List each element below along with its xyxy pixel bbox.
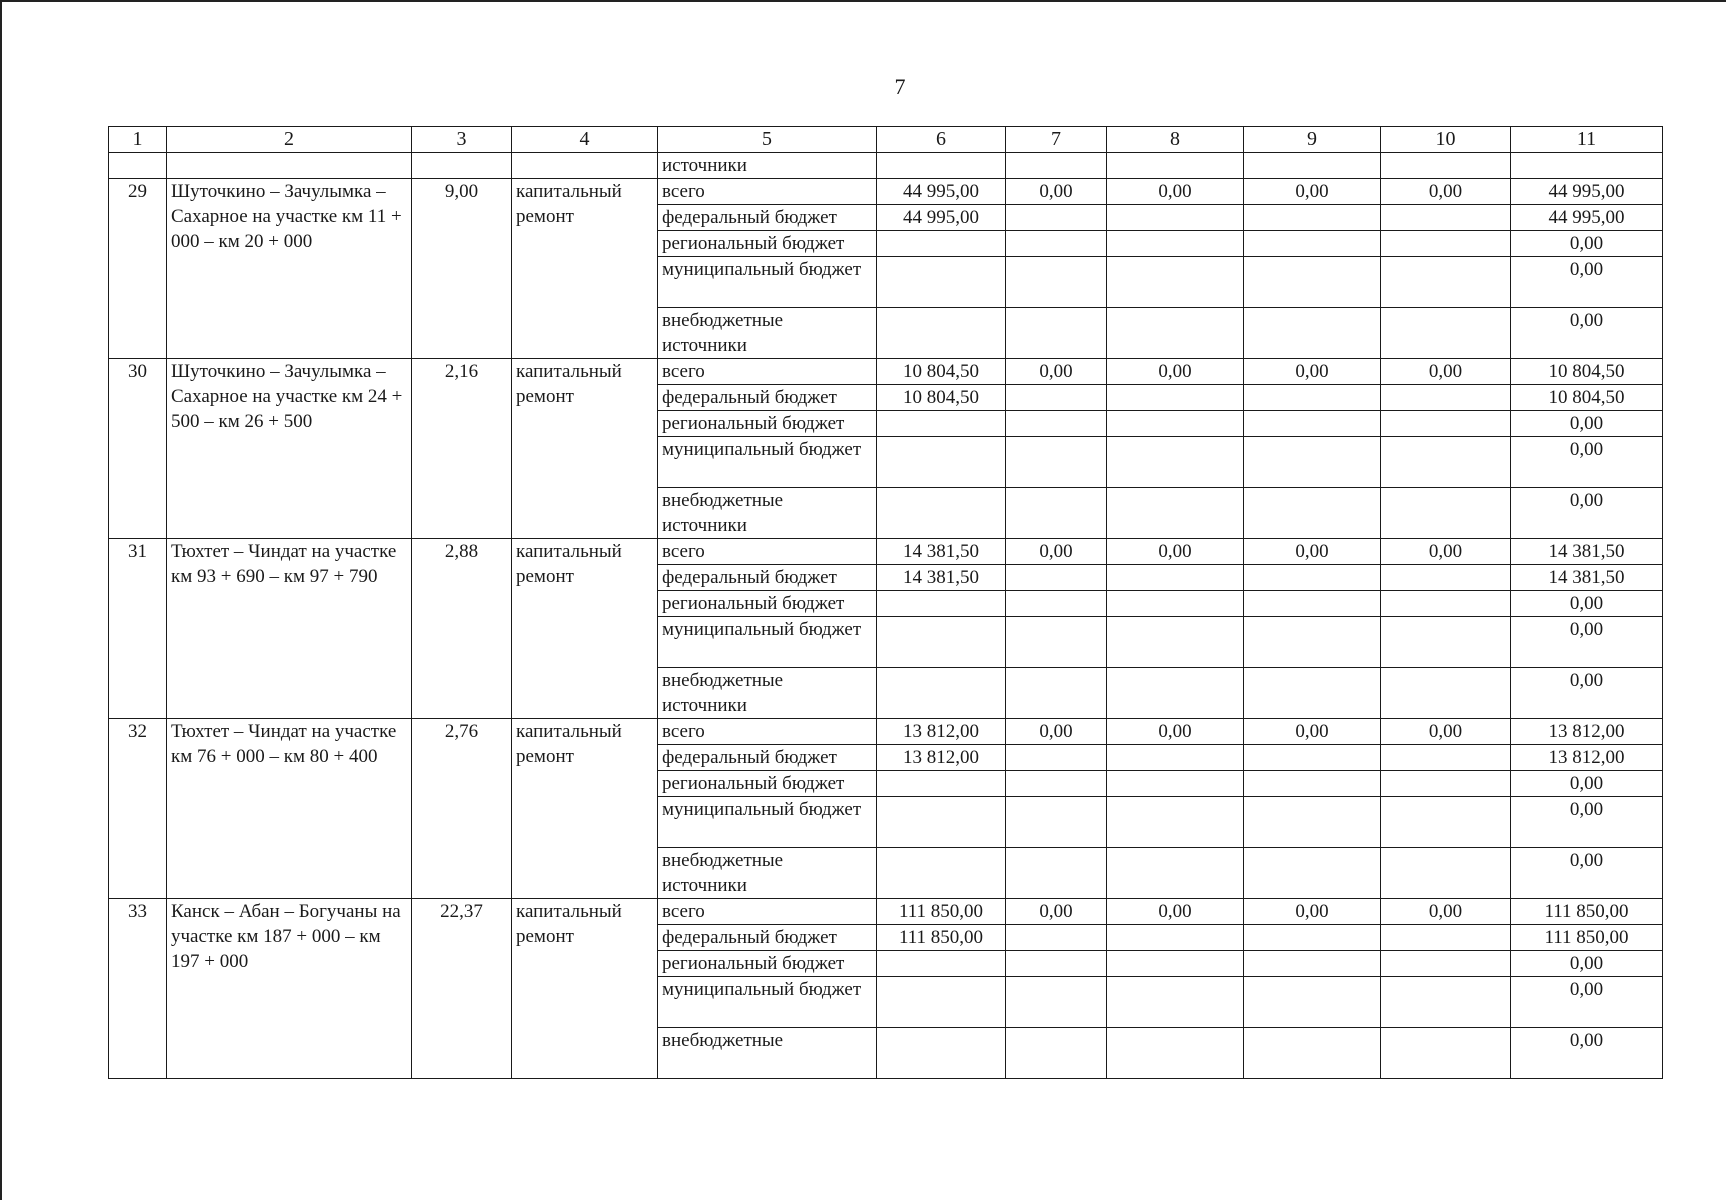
amount-col-11: 0,00 <box>1511 591 1663 617</box>
amount-col-11: 111 850,00 <box>1511 925 1663 951</box>
amount-col-11: 0,00 <box>1511 308 1663 359</box>
amount-col-6 <box>877 308 1006 359</box>
column-header: 5 <box>658 127 877 153</box>
amount-col-7 <box>1006 977 1107 1028</box>
amount-col-10 <box>1381 257 1511 308</box>
amount-col-7 <box>1006 257 1107 308</box>
amount-col-9 <box>1244 205 1381 231</box>
amount-col-9: 0,00 <box>1244 539 1381 565</box>
amount-col-11: 0,00 <box>1511 488 1663 539</box>
amount-col-7 <box>1006 925 1107 951</box>
amount-col-8: 0,00 <box>1107 359 1244 385</box>
amount-col-7 <box>1006 1028 1107 1079</box>
amount-col-10 <box>1381 488 1511 539</box>
source-label: муниципальный бюджет <box>658 437 877 488</box>
amount-col-6 <box>877 437 1006 488</box>
road-section-name: Шуточкино – Зачулымка – Сахарное на участке км 24 + 500 – км 26 + 500 <box>167 359 412 539</box>
amount-col-9 <box>1244 925 1381 951</box>
amount-col-9 <box>1244 411 1381 437</box>
source-label: региональный бюджет <box>658 591 877 617</box>
amount-col-11: 14 381,50 <box>1511 565 1663 591</box>
amount-col-10 <box>1381 745 1511 771</box>
amount-col-8 <box>1107 745 1244 771</box>
source-label: региональный бюджет <box>658 771 877 797</box>
amount-col-7 <box>1006 951 1107 977</box>
table-cell <box>1381 153 1511 179</box>
section-length: 22,37 <box>412 899 512 1079</box>
table-row <box>109 719 1663 745</box>
scan-border-left <box>0 0 2 1200</box>
amount-col-10 <box>1381 797 1511 848</box>
source-label: региональный бюджет <box>658 411 877 437</box>
amount-col-10 <box>1381 1028 1511 1079</box>
table-row <box>109 539 1663 565</box>
source-label: источники <box>658 153 877 179</box>
amount-col-7 <box>1006 797 1107 848</box>
amount-col-9 <box>1244 977 1381 1028</box>
amount-col-10: 0,00 <box>1381 719 1511 745</box>
road-section-name: Канск – Абан – Богучаны на участке км 187 + 000 – км 197 + 000 <box>167 899 412 1079</box>
amount-col-10 <box>1381 385 1511 411</box>
amount-col-8 <box>1107 951 1244 977</box>
amount-col-8 <box>1107 771 1244 797</box>
column-header: 4 <box>512 127 658 153</box>
road-section-name: Тюхтет – Чиндат на участке км 76 + 000 – км 80 + 400 <box>167 719 412 899</box>
amount-col-9 <box>1244 617 1381 668</box>
amount-col-10 <box>1381 977 1511 1028</box>
amount-col-8 <box>1107 308 1244 359</box>
amount-col-9 <box>1244 797 1381 848</box>
amount-col-7: 0,00 <box>1006 179 1107 205</box>
amount-col-9: 0,00 <box>1244 359 1381 385</box>
source-label: муниципальный бюджет <box>658 977 877 1028</box>
amount-col-8 <box>1107 488 1244 539</box>
work-type: капитальный ремонт <box>512 359 658 539</box>
amount-col-6 <box>877 257 1006 308</box>
amount-col-9 <box>1244 951 1381 977</box>
amount-col-11: 0,00 <box>1511 257 1663 308</box>
amount-col-8 <box>1107 668 1244 719</box>
amount-col-6 <box>877 797 1006 848</box>
amount-col-7 <box>1006 205 1107 231</box>
source-label: муниципальный бюджет <box>658 617 877 668</box>
amount-col-8: 0,00 <box>1107 719 1244 745</box>
amount-col-8 <box>1107 257 1244 308</box>
source-label: всего <box>658 899 877 925</box>
amount-col-11: 0,00 <box>1511 951 1663 977</box>
amount-col-7 <box>1006 617 1107 668</box>
amount-col-11: 10 804,50 <box>1511 359 1663 385</box>
amount-col-6 <box>877 488 1006 539</box>
amount-col-8: 0,00 <box>1107 539 1244 565</box>
amount-col-9 <box>1244 668 1381 719</box>
table-cell <box>1006 153 1107 179</box>
amount-col-9 <box>1244 745 1381 771</box>
row-number: 31 <box>109 539 167 719</box>
amount-col-9 <box>1244 308 1381 359</box>
amount-col-11: 13 812,00 <box>1511 745 1663 771</box>
source-label: внебюджетные источники <box>658 668 877 719</box>
source-label: федеральный бюджет <box>658 925 877 951</box>
amount-col-7: 0,00 <box>1006 719 1107 745</box>
amount-col-9 <box>1244 848 1381 899</box>
amount-col-11: 0,00 <box>1511 617 1663 668</box>
amount-col-7 <box>1006 565 1107 591</box>
amount-col-8 <box>1107 1028 1244 1079</box>
section-length: 2,16 <box>412 359 512 539</box>
amount-col-7: 0,00 <box>1006 359 1107 385</box>
amount-col-8: 0,00 <box>1107 899 1244 925</box>
amount-col-6 <box>877 231 1006 257</box>
amount-col-9 <box>1244 591 1381 617</box>
amount-col-10 <box>1381 205 1511 231</box>
amount-col-10 <box>1381 308 1511 359</box>
page-number: 7 <box>894 74 906 99</box>
amount-col-6 <box>877 591 1006 617</box>
amount-col-11: 0,00 <box>1511 771 1663 797</box>
work-type: капитальный ремонт <box>512 719 658 899</box>
table-cell <box>167 153 412 179</box>
table-cell <box>1244 153 1381 179</box>
section-length: 2,76 <box>412 719 512 899</box>
amount-col-6 <box>877 1028 1006 1079</box>
amount-col-8 <box>1107 411 1244 437</box>
amount-col-8: 0,00 <box>1107 179 1244 205</box>
amount-col-8 <box>1107 925 1244 951</box>
road-section-name: Тюхтет – Чиндат на участке км 93 + 690 – км 97 + 790 <box>167 539 412 719</box>
amount-col-10 <box>1381 591 1511 617</box>
source-label: внебюджетные источники <box>658 308 877 359</box>
amount-col-11: 111 850,00 <box>1511 899 1663 925</box>
amount-col-11: 0,00 <box>1511 797 1663 848</box>
amount-col-8 <box>1107 385 1244 411</box>
amount-col-10: 0,00 <box>1381 359 1511 385</box>
funding-table <box>108 126 1663 1079</box>
amount-col-11: 0,00 <box>1511 977 1663 1028</box>
amount-col-9 <box>1244 488 1381 539</box>
amount-col-10 <box>1381 925 1511 951</box>
amount-col-11: 0,00 <box>1511 668 1663 719</box>
amount-col-6 <box>877 951 1006 977</box>
amount-col-11: 13 812,00 <box>1511 719 1663 745</box>
table-cell <box>512 153 658 179</box>
continuation-row <box>109 153 1663 179</box>
amount-col-9: 0,00 <box>1244 899 1381 925</box>
amount-col-9: 0,00 <box>1244 179 1381 205</box>
source-label: федеральный бюджет <box>658 565 877 591</box>
table-body <box>109 127 1663 1079</box>
source-label: региональный бюджет <box>658 951 877 977</box>
source-label: всего <box>658 539 877 565</box>
amount-col-8 <box>1107 797 1244 848</box>
amount-col-7 <box>1006 385 1107 411</box>
table-cell <box>1107 153 1244 179</box>
work-type: капитальный ремонт <box>512 899 658 1079</box>
table-row <box>109 359 1663 385</box>
source-label: муниципальный бюджет <box>658 797 877 848</box>
source-label: федеральный бюджет <box>658 745 877 771</box>
amount-col-8 <box>1107 848 1244 899</box>
amount-col-10 <box>1381 771 1511 797</box>
amount-col-11: 0,00 <box>1511 1028 1663 1079</box>
amount-col-7 <box>1006 437 1107 488</box>
table-row <box>109 179 1663 205</box>
column-header: 7 <box>1006 127 1107 153</box>
amount-col-6: 13 812,00 <box>877 719 1006 745</box>
row-number: 33 <box>109 899 167 1079</box>
amount-col-9: 0,00 <box>1244 719 1381 745</box>
amount-col-9 <box>1244 437 1381 488</box>
amount-col-11: 10 804,50 <box>1511 385 1663 411</box>
amount-col-6: 13 812,00 <box>877 745 1006 771</box>
column-header: 2 <box>167 127 412 153</box>
amount-col-7 <box>1006 668 1107 719</box>
amount-col-10 <box>1381 848 1511 899</box>
source-label: федеральный бюджет <box>658 205 877 231</box>
amount-col-8 <box>1107 565 1244 591</box>
amount-col-10: 0,00 <box>1381 899 1511 925</box>
amount-col-7 <box>1006 771 1107 797</box>
amount-col-6: 10 804,50 <box>877 385 1006 411</box>
column-header: 11 <box>1511 127 1663 153</box>
row-number: 29 <box>109 179 167 359</box>
column-header: 1 <box>109 127 167 153</box>
amount-col-8 <box>1107 231 1244 257</box>
amount-col-8 <box>1107 617 1244 668</box>
column-header: 10 <box>1381 127 1511 153</box>
amount-col-9 <box>1244 1028 1381 1079</box>
table-cell <box>109 153 167 179</box>
work-type: капитальный ремонт <box>512 179 658 359</box>
amount-col-6: 44 995,00 <box>877 205 1006 231</box>
amount-col-7 <box>1006 848 1107 899</box>
amount-col-6: 111 850,00 <box>877 925 1006 951</box>
amount-col-6: 111 850,00 <box>877 899 1006 925</box>
amount-col-8 <box>1107 437 1244 488</box>
amount-col-6 <box>877 848 1006 899</box>
work-type: капитальный ремонт <box>512 539 658 719</box>
source-label: муниципальный бюджет <box>658 257 877 308</box>
amount-col-10: 0,00 <box>1381 539 1511 565</box>
amount-col-10 <box>1381 231 1511 257</box>
table-row <box>109 899 1663 925</box>
source-label: всего <box>658 179 877 205</box>
amount-col-9 <box>1244 385 1381 411</box>
source-label: всего <box>658 359 877 385</box>
amount-col-7 <box>1006 308 1107 359</box>
amount-col-7 <box>1006 745 1107 771</box>
source-label: внебюджетные источники <box>658 848 877 899</box>
table-cell <box>1511 153 1663 179</box>
amount-col-8 <box>1107 591 1244 617</box>
column-header: 8 <box>1107 127 1244 153</box>
road-section-name: Шуточкино – Зачулымка – Сахарное на участке км 11 + 000 – км 20 + 000 <box>167 179 412 359</box>
amount-col-6 <box>877 668 1006 719</box>
amount-col-8 <box>1107 977 1244 1028</box>
amount-col-10 <box>1381 437 1511 488</box>
amount-col-7: 0,00 <box>1006 539 1107 565</box>
amount-col-10: 0,00 <box>1381 179 1511 205</box>
amount-col-6 <box>877 771 1006 797</box>
amount-col-6 <box>877 411 1006 437</box>
amount-col-10 <box>1381 617 1511 668</box>
amount-col-6: 44 995,00 <box>877 179 1006 205</box>
amount-col-7 <box>1006 231 1107 257</box>
amount-col-11: 0,00 <box>1511 411 1663 437</box>
amount-col-11: 44 995,00 <box>1511 205 1663 231</box>
source-label: региональный бюджет <box>658 231 877 257</box>
amount-col-7 <box>1006 488 1107 539</box>
amount-col-10 <box>1381 565 1511 591</box>
amount-col-6: 10 804,50 <box>877 359 1006 385</box>
column-number-row <box>109 127 1663 153</box>
section-length: 9,00 <box>412 179 512 359</box>
row-number: 30 <box>109 359 167 539</box>
amount-col-9 <box>1244 771 1381 797</box>
amount-col-10 <box>1381 668 1511 719</box>
column-header: 3 <box>412 127 512 153</box>
amount-col-10 <box>1381 951 1511 977</box>
amount-col-9 <box>1244 257 1381 308</box>
amount-col-11: 44 995,00 <box>1511 179 1663 205</box>
amount-col-6 <box>877 617 1006 668</box>
amount-col-7 <box>1006 591 1107 617</box>
amount-col-6: 14 381,50 <box>877 539 1006 565</box>
amount-col-9 <box>1244 231 1381 257</box>
amount-col-8 <box>1107 205 1244 231</box>
source-label: внебюджетные источники <box>658 488 877 539</box>
amount-col-6 <box>877 977 1006 1028</box>
amount-col-11: 0,00 <box>1511 437 1663 488</box>
amount-col-6: 14 381,50 <box>877 565 1006 591</box>
amount-col-11: 0,00 <box>1511 231 1663 257</box>
scan-border-top <box>0 0 1726 2</box>
amount-col-9 <box>1244 565 1381 591</box>
source-label: внебюджетные <box>658 1028 877 1079</box>
table-cell <box>412 153 512 179</box>
amount-col-11: 0,00 <box>1511 848 1663 899</box>
column-header: 6 <box>877 127 1006 153</box>
row-number: 32 <box>109 719 167 899</box>
section-length: 2,88 <box>412 539 512 719</box>
table-cell <box>877 153 1006 179</box>
amount-col-10 <box>1381 411 1511 437</box>
column-header: 9 <box>1244 127 1381 153</box>
source-label: федеральный бюджет <box>658 385 877 411</box>
source-label: всего <box>658 719 877 745</box>
amount-col-11: 14 381,50 <box>1511 539 1663 565</box>
amount-col-7: 0,00 <box>1006 899 1107 925</box>
amount-col-7 <box>1006 411 1107 437</box>
